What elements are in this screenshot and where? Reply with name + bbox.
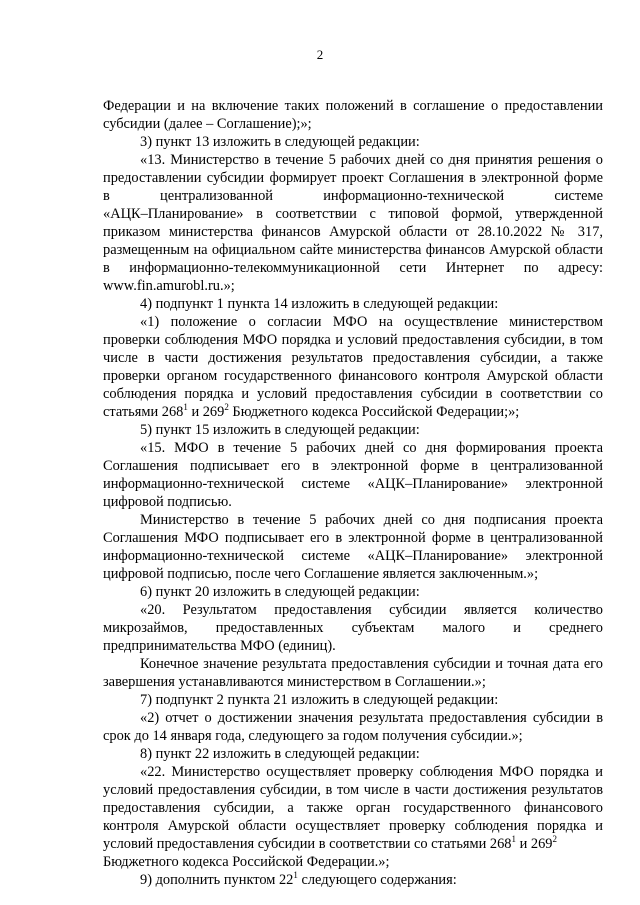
text-line: микрозаймов, предоставленных субъектам малого и среднего [103, 620, 603, 636]
text-line: цифровой подписью. [103, 494, 232, 510]
text-line: срок до 14 января года, следующего за годом получения субсидии.»; [103, 728, 523, 744]
text-line: 4) подпункт 1 пункта 14 изложить в следующей редакции: [140, 296, 499, 312]
text-line: Федерации и на включение таких положений в соглашение о предоставлении [103, 98, 603, 114]
page-number: 2 [316, 47, 324, 62]
text-line: 6) пункт 20 изложить в следующей редакции: [140, 584, 420, 600]
superscript: 2 [224, 402, 229, 412]
text-line: соблюдения порядка и условий предоставления субсидии в соответствии со [103, 386, 603, 402]
text-line: контроля Амурской области осуществляет проверку соблюдения порядка и [103, 818, 603, 834]
text-line: в информационно-телекоммуникационной сети Интернет по адресу: [103, 260, 603, 276]
text-line: цифровой подписью, после чего Соглашение является заключенным.»; [103, 566, 539, 582]
text-line: 7) подпункт 2 пункта 21 изложить в следующей редакции: [140, 692, 499, 708]
text-line: «1) положение о согласии МФО на осуществление министерством [140, 314, 603, 330]
text-line: Соглашения МФО подписывает его в электронной форме в централизованной [103, 530, 603, 546]
text-line [103, 871, 603, 889]
text-line: субсидии (далее – Соглашение);»; [103, 116, 312, 132]
text-line: «2) отчет о достижении значения результата предоставления субсидии в [140, 710, 603, 726]
text-fragment: условий предоставления субсидии в соответствии со статьями 268 [103, 836, 512, 852]
text-line: «15. МФО в течение 5 рабочих дней со дня формирования проекта [140, 440, 603, 456]
text-line: приказом министерства финансов Амурской области от 28.10.2022 № 317, [103, 224, 603, 240]
text-fragment: и 269 [187, 404, 225, 420]
text-line: предпринимательства МФО (единиц). [103, 638, 336, 654]
superscript: 1 [183, 402, 188, 412]
text-line: 5) пункт 15 изложить в следующей редакции: [140, 422, 420, 438]
text-line: Бюджетного кодекса Российской Федерации.»; [103, 854, 390, 870]
superscript: 1 [511, 834, 517, 844]
text-line: проверки органом государственного финансового контроля Амурской области [103, 368, 603, 384]
text-line: «АЦК–Планирование» в соответствии с типовой формой, утвержденной [103, 206, 603, 222]
superscript: 2 [552, 834, 557, 844]
text-fragment: и 269 [516, 836, 553, 852]
text-line: «22. Министерство осуществляет проверку соблюдения МФО порядка и [140, 764, 603, 780]
text-line: Министерство в течение 5 рабочих дней со дня подписания проекта [140, 512, 603, 528]
text-line: информационно-технической системе «АЦК–Планирование» электронной [103, 476, 603, 492]
text-line: проверки соблюдения МФО порядка и условий предоставления субсидии, в том [103, 332, 603, 348]
text-fragment: 9) дополнить пунктом 22 [140, 872, 294, 888]
text-fragment: статьями 268 [103, 404, 184, 420]
text-fragment: Бюджетного кодекса Российской Федерации;»; [228, 404, 520, 420]
text-line [103, 835, 603, 853]
text-line: числе в части достижения результатов предоставления субсидии, а также [103, 350, 603, 366]
text-fragment: следующего содержания: [297, 872, 457, 888]
text-line [103, 403, 603, 421]
text-line: условий предоставления субсидии, в том числе в части достижения результатов [103, 782, 603, 798]
text-line: Соглашения подписывает его в электронной форме в централизованной [103, 458, 603, 474]
text-line: «13. Министерство в течение 5 рабочих дней со дня принятия решения о [140, 152, 603, 168]
text-line: в централизованной информационно-технической системе [103, 188, 603, 204]
text-line: завершения устанавливаются министерством в Соглашении.»; [103, 674, 486, 690]
text-line: 8) пункт 22 изложить в следующей редакции: [140, 746, 420, 762]
superscript: 1 [293, 870, 298, 880]
text-line: предоставления субсидии, а также орган государственного финансового [103, 800, 603, 816]
text-line: «20. Результатом предоставления субсидии является количество [140, 602, 603, 618]
text-line: информационно-технической системе «АЦК–Планирование» электронной [103, 548, 603, 564]
text-line: предоставлении субсидии формирует проект Соглашения в электронной форме [103, 170, 603, 186]
text-line: 3) пункт 13 изложить в следующей редакции: [140, 134, 420, 150]
document-body [103, 97, 603, 889]
text-line: размещенным на официальном сайте министерства финансов Амурской области [103, 242, 603, 258]
text-line: Конечное значение результата предоставления субсидии и точная дата его [140, 656, 603, 672]
text-line: www.fin.amurobl.ru.»; [103, 278, 235, 294]
